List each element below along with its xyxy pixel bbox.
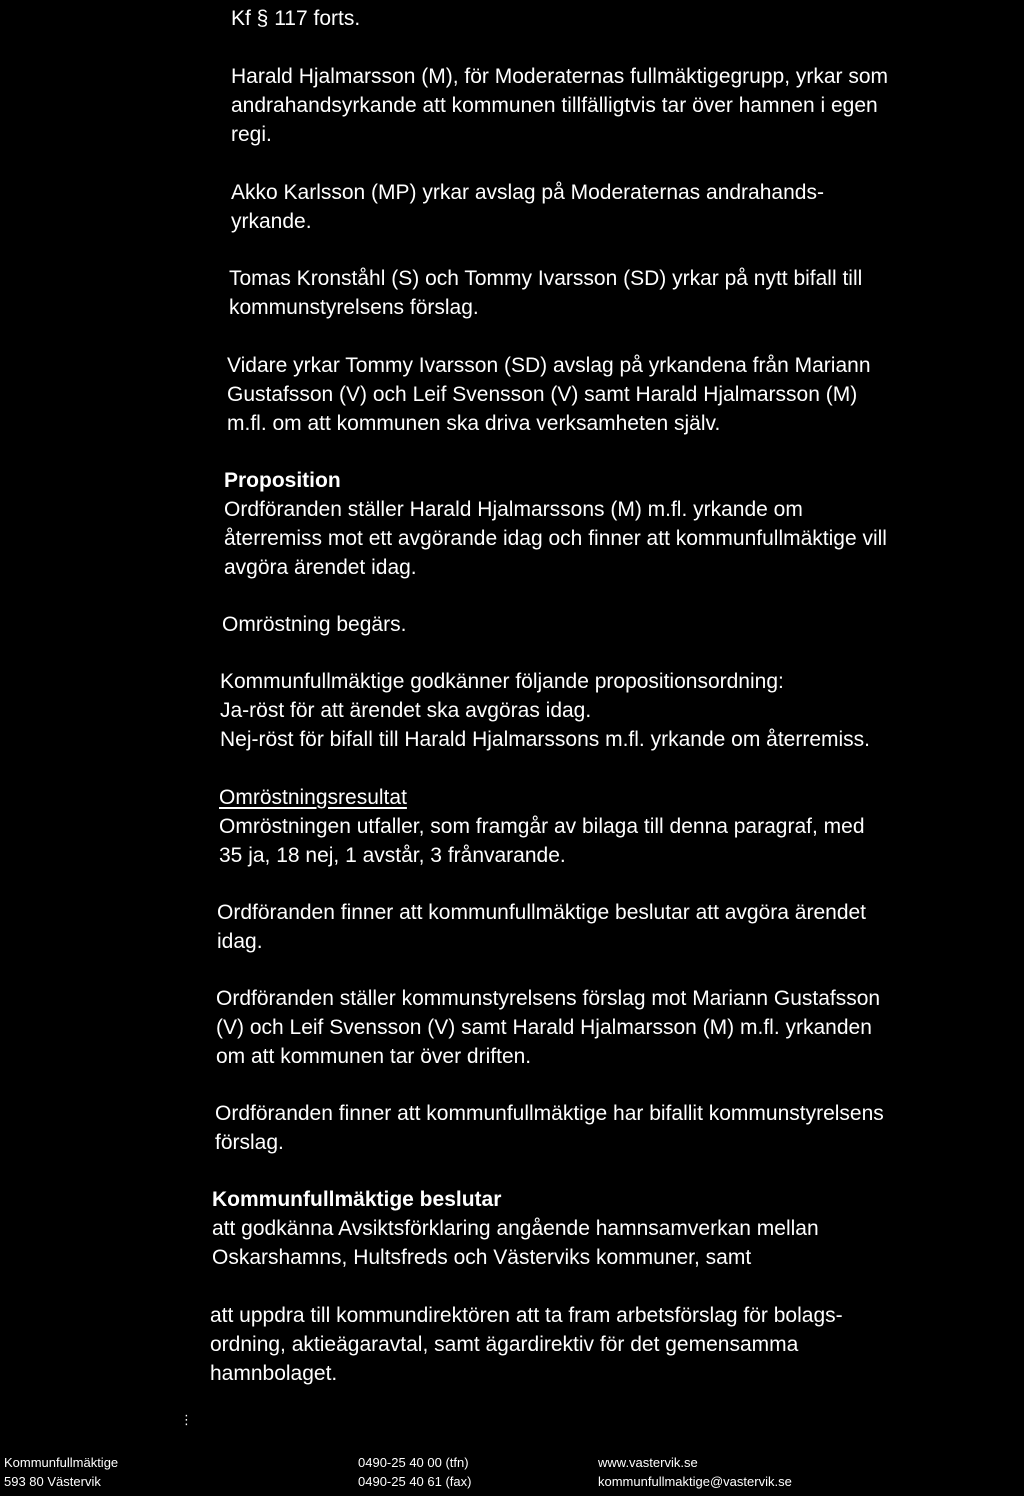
footer-web: www.vastervik.se [598, 1455, 698, 1470]
paragraph-line: Akko Karlsson (MP) yrkar avslag på Moderaternas andrahands- [231, 181, 824, 204]
finding-line: (V) och Leif Svensson (V) samt Harald Hjalmarsson (M) m.fl. yrkanden [216, 1016, 872, 1039]
paragraph-line: andrahandsyrkande att kommunen tillfälligtvis tar över hamnen i egen [231, 94, 878, 117]
order-line: Nej-röst för bifall till Harald Hjalmarssons m.fl. yrkande om återremiss. [220, 728, 871, 751]
finding-line: idag. [217, 930, 263, 953]
finding-line: Ordföranden finner att kommunfullmäktige har bifallit kommunstyrelsens [215, 1102, 884, 1125]
paragraph-line: Gustafsson (V) och Leif Svensson (V) samt Harald Hjalmarsson (M) [227, 383, 858, 406]
paragraph-line: yrkande. [231, 210, 312, 233]
result-heading: Omröstningsresultat [219, 786, 407, 809]
finding-line: om att kommunen tar över driften. [216, 1045, 532, 1068]
paragraph-line: regi. [231, 123, 272, 146]
footer-org: Kommunfullmäktige [4, 1455, 119, 1470]
order-line: Ja-röst för att ärendet ska avgöras idag. [220, 699, 592, 722]
footer-phone: 0490-25 40 00 (tfn) [358, 1455, 469, 1470]
result-line: 35 ja, 18 nej, 1 avstår, 3 frånvarande. [219, 844, 566, 867]
decision-line: att godkänna Avsiktsförklaring angående hamnsamverkan mellan [212, 1217, 819, 1240]
finding-line: förslag. [215, 1131, 284, 1154]
section-header: Kf § 117 forts. [231, 7, 361, 30]
decision-heading: Kommunfullmäktige beslutar [212, 1188, 502, 1211]
paragraph-line: Harald Hjalmarsson (M), för Moderaternas fullmäktigegrupp, yrkar som [231, 65, 889, 88]
paragraph-line: m.fl. om att kommunen ska driva verksamheten själv. [227, 412, 721, 435]
result-line: Omröstningen utfaller, som framgår av bilaga till denna paragraf, med [219, 815, 865, 838]
decision-line: att uppdra till kommundirektören att ta fram arbetsförslag för bolags- [210, 1304, 843, 1327]
paragraph-line: Vidare yrkar Tommy Ivarsson (SD) avslag på yrkandena från Mariann [227, 354, 871, 377]
proposition-line: avgöra ärendet idag. [224, 556, 417, 579]
paragraph-line: Tomas Kronståhl (S) och Tommy Ivarsson (SD) yrkar på nytt bifall till [229, 267, 863, 290]
scan-mark: ⋮ [180, 1412, 193, 1427]
decision-line: hamnbolaget. [210, 1362, 338, 1385]
finding-line: Ordföranden ställer kommunstyrelsens förslag mot Mariann Gustafsson [216, 987, 881, 1010]
finding-line: Ordföranden finner att kommunfullmäktige beslutar att avgöra ärendet [217, 901, 867, 924]
proposition-line: Ordföranden ställer Harald Hjalmarssons (M) m.fl. yrkande om [224, 498, 803, 521]
paragraph-line: kommunstyrelsens förslag. [229, 296, 479, 319]
order-line: Kommunfullmäktige godkänner följande propositionsordning: [220, 670, 784, 693]
footer-email: kommunfullmaktige@vastervik.se [598, 1474, 792, 1489]
decision-line: ordning, aktieägaravtal, samt ägardirektiv för det gemensamma [210, 1333, 799, 1356]
decision-line: Oskarshamns, Hultsfreds och Västerviks kommuner, samt [212, 1246, 752, 1269]
footer-address: 593 80 Västervik [4, 1474, 101, 1489]
footer-fax: 0490-25 40 61 (fax) [358, 1474, 472, 1489]
proposition-line: återremiss mot ett avgörande idag och finner att kommunfullmäktige vill [224, 527, 887, 550]
vote-request: Omröstning begärs. [222, 613, 407, 636]
proposition-heading: Proposition [224, 469, 341, 492]
